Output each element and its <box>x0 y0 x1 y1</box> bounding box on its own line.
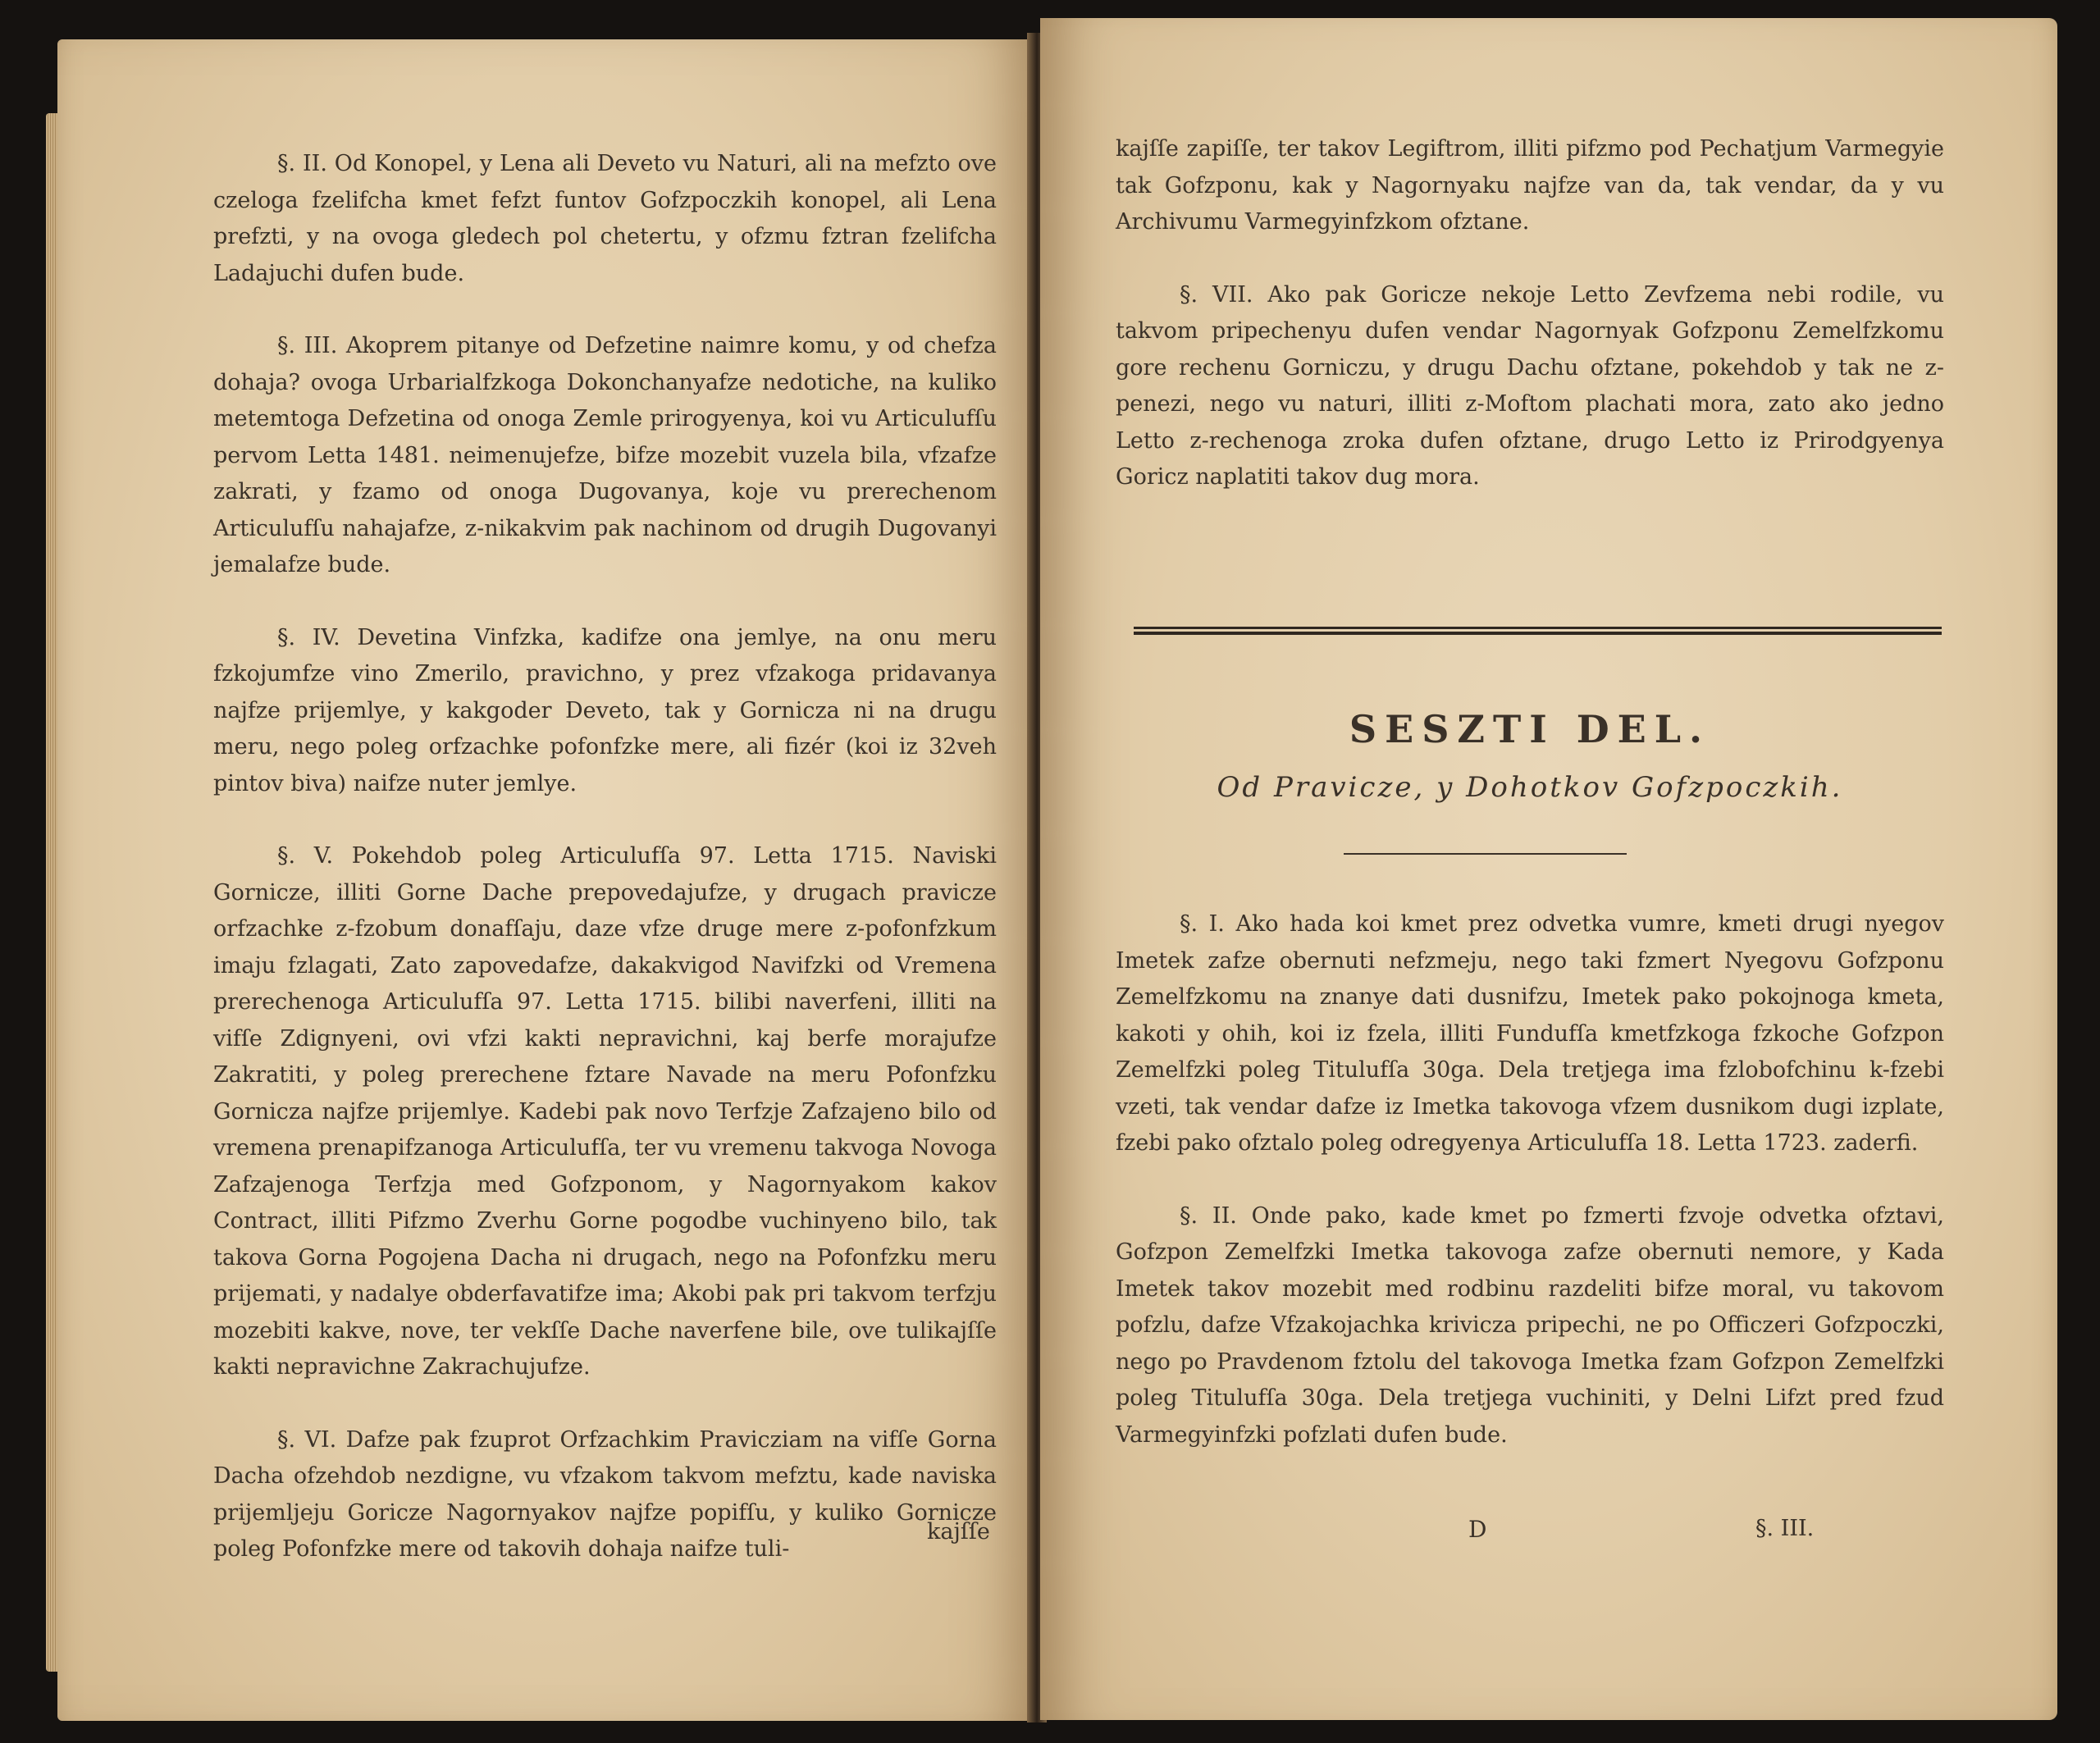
section-subtitle: Od Pravicze, y Dohotkov Gofzpoczkih. <box>1217 771 1843 804</box>
paragraph-7: §. VII. Ako pak Goricze nekoje Letto Zevfzema nebi rodile, vu takvom pripechenyu dufen vendar Nagornyak Gofzponu Zemelfzkomu gore rechenu Gorniczu, y drugu Dachu ofztane, pokehdob y tak ne z-penezi, nego vu naturi, illiti z-Moftom plachati mora, zato ako jedno Letto z-rechenoga zroka dufen ofztane, drugo Letto iz Prirodgyenya Goricz naplatiti takov dug mora. <box>1116 281 1944 490</box>
right-page-top-text <box>1116 131 1944 496</box>
section-paragraph-2: §. II. Onde pako, kade kmet po fzmerti fzvoje odvetka ofztavi, Gofzpon Zemelfzki Imetka takovoga zafze obernuti nemore, y Kada Imetek takov mozebit med rodbinu razdeliti bifze moral, vu takovom pofzlu, dafze Vfzakojachka krivicza pripechi, ne po Officzeri Gofzpoczki, nego po Pravdenom fztolu del takovoga Imetka fzam Gofzpon Zemelfzki poleg Titulufſa 30ga. Dela tretjega vuchiniti, y Delni Lifzt pred fzud Varmegyinfzki pofzlati dufen bude. <box>1116 1202 1944 1448</box>
paragraph-2: §. II. Od Konopel, y Lena ali Deveto vu Naturi, ali na mefzto ove czeloga fzelifcha kmet fefzt funtov Gofzpoczkih konopel, ali Lena prefzti, y na ovoga gledech pol chetertu, y ofzmu fztran fzelifcha Ladajuchi dufen bude. <box>213 151 997 286</box>
subtitle-rule <box>1344 853 1627 855</box>
paragraph-continuation: kajſſe zapiſſe, ter takov Legiftrom, illiti pifzmo pod Pechatjum Varmegyie tak Gofzponu, kak y Nagornyaku najfze van da, tak vendar, da y vu Archivumu Varmegyinfzkom ofztane. <box>1116 136 1944 235</box>
section-paragraph-1: §. I. Ako hada koi kmet prez odvetka vumre, kmeti drugi nyegov Imetek zafze obernuti nefzmeju, nego taki fzmert Nyegovu Gofzponu Zemelfzkomu na znanye dati dusnifzu, Imetek pako pokojnoga kmeta, kakoti y ohih, koi iz fzela, illiti Fundufſa kmetfzkoga fzkoche Gofzpon Zemelfzki poleg Titulufſa 30ga. Dela tretjega ima fzlobofchinu k-fzebi vzeti, tak vendar dafze iz Imetka takovoga vfzem dusnikom dugi izplate, fzebi pako ofztalo poleg odregyenya Articulufſa 18. Letta 1723. zaderfi. <box>1116 911 1944 1156</box>
right-catchword: §. III. <box>1755 1516 1815 1541</box>
right-page-section-text <box>1116 906 1944 1453</box>
paragraph-5: §. V. Pokehdob poleg Articulufſa 97. Letta 1715. Naviski Gornicze, illiti Gorne Dache prepovedajufze, y drugach pravicze orfzachke z-fzobum donafſaju, daze vfze druge mere z-pofonfzkum imaju fzlagati, Zato zapovedafze, dakakvigod Navifzki od Vremena prerechenoga Articulufſa 97. Letta 1715. bilibi naverfeni, illiti na vifſe Zdignyeni, ovi vfzi kakti nepravichni, kaj berfe morajufze Zakratiti, y poleg prerechene fztare Navade na meru Pofonfzku Gornicza najfze prijemlye. Kadebi pak novo Terfzje Zafzajeno bilo od vremena prenapifzanoga Articulufſa, ter vu vremenu takvoga Novoga Zafzajenoga Terfzja med Gofzponom, y Nagornyakom kakov Contract, illiti Pifzmo Zverhu Gorne pogodbe vuchinyeno bilo, tak takova Gorna Pogojena Dacha ni drugach, nego na Pofonfzku meru prijemati, y nadalye obderfavatifze ima; Akobi pak pri takvom terfzju mozebiti kakve, nove, ter vekſſe Dache naverfene bile, ove tulikajſſe kakti nepravichne Zakrachujufze. <box>213 843 997 1380</box>
paragraph-3: §. III. Akoprem pitanye od Defzetine naimre komu, y od chefza dohaja? ovoga Urbarialfzkoga Dokonchanyafze nedotiche, na kuliko metemtoga Defzetina od onoga Zemle prirogyenya, koi vu Articulufſu pervom Letta 1481. neimenujefze, bifze mozebit vuzela bila, vfzafze zakrati, y fzamo od onoga Dugovanya, koje vu prerechenom Articulufſu nahajafze, z-nikakvim pak nachinom od drugih Dugovanyi jemalafze bude. <box>213 333 997 577</box>
section-divider-rule <box>1134 627 1942 635</box>
left-catchword: kajſſe <box>927 1519 990 1545</box>
paragraph-6: §. VI. Dafze pak fzuprot Orfzachkim Pravicziam na vifſe Gorna Dacha ofzehdob nezdigne, vu vfzakom takvom mefztu, kade naviska prijemljeju Goricze Nagornyakov najfze popifſu, y kuliko Gornicze poleg Pofonfzke mere od takovih dohaja naifze tuli- <box>213 1426 997 1562</box>
left-page-text <box>213 146 997 1568</box>
section-title: SESZTI DEL. <box>1349 707 1711 751</box>
paragraph-4: §. IV. Devetina Vinfzka, kadifze ona jemlye, na onu meru fzkojumfze vino Zmerilo, pravichno, y prez vfzakoga pridavanya najfze prijemlye, y kakgoder Deveto, tak y Gornicza ni na drugu meru, nego poleg orfzachke pofonfzke mere, ali fizér (koi iz 32veh pintov biva) naifze nuter jemlye. <box>213 624 997 796</box>
signature-mark: D <box>1468 1516 1487 1543</box>
